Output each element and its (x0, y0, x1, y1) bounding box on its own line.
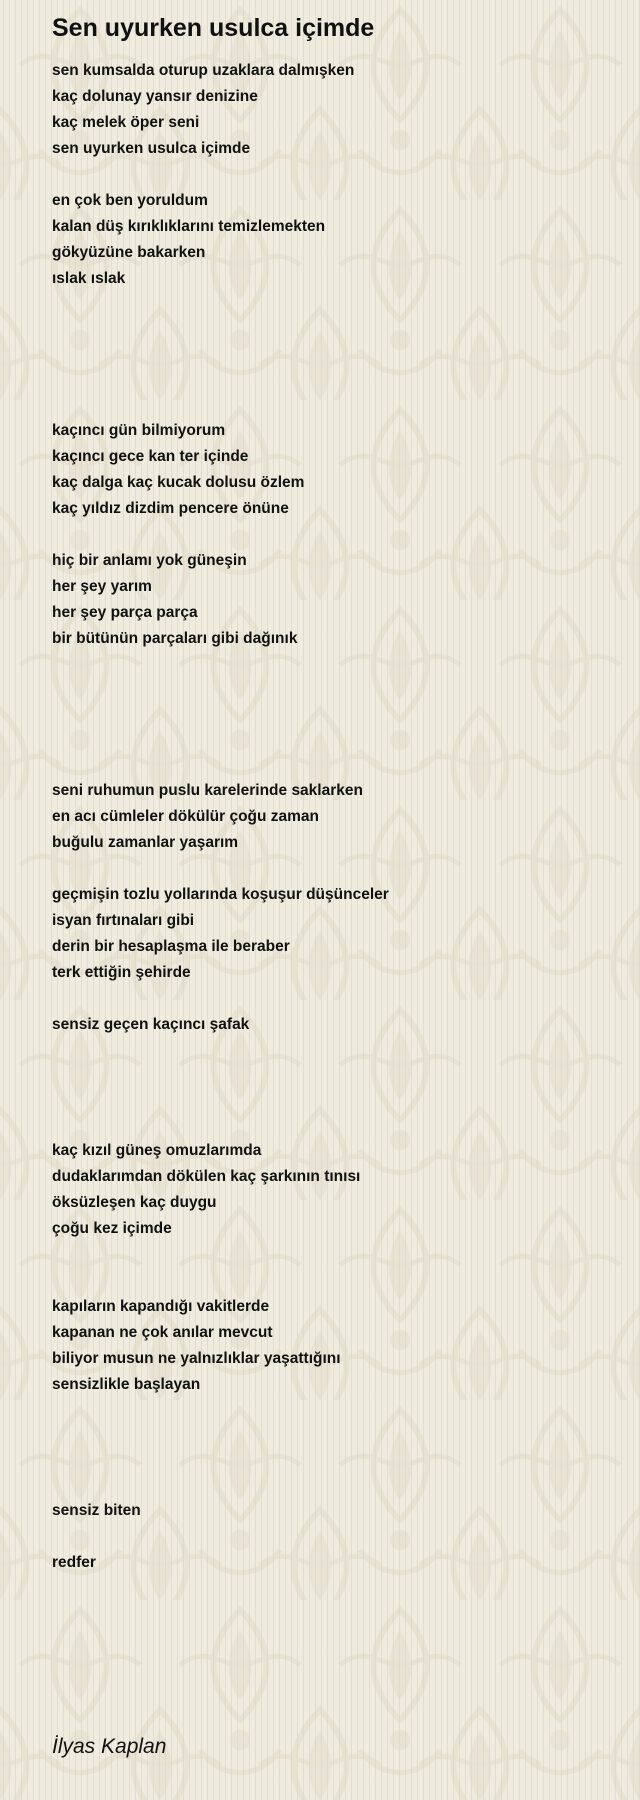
poem-body (52, 58, 612, 1576)
poem-line: kaç kızıl güneş omuzlarımda (52, 1142, 262, 1159)
poem-line: isyan fırtınaları gibi (52, 912, 195, 929)
stanza-9 (52, 1294, 612, 1398)
poem-line: kapanan ne çok anılar mevcut (52, 1324, 273, 1341)
poem-line: hiç bir anlamı yok güneşin (52, 552, 247, 569)
poem-page (52, 10, 612, 1576)
stanza-3 (52, 418, 612, 522)
poem-line: sen uyurken usulca içimde (52, 140, 251, 157)
stanza-11 (52, 1550, 612, 1576)
poem-line: terk ettiğin şehirde (52, 964, 191, 981)
poem-line: buğulu zamanlar yaşarım (52, 834, 239, 851)
poem-line: çoğu kez içimde (52, 1220, 172, 1237)
stanza-6 (52, 882, 612, 986)
poem-line: en acı cümleler dökülür çoğu zaman (52, 808, 320, 825)
poem-line: öksüzleşen kaç duygu (52, 1194, 217, 1211)
poem-line: bir bütünün parçaları gibi dağınık (52, 630, 298, 647)
poem-line: sensiz biten (52, 1502, 141, 1519)
poem-line: biliyor musun ne yalnızlıklar yaşattığını (52, 1350, 341, 1367)
poem-line: geçmişin tozlu yollarında koşuşur düşünceler (52, 886, 389, 903)
poem-line: seni ruhumun puslu karelerinde saklarken (52, 782, 363, 799)
poem-line: en çok ben yoruldum (52, 192, 208, 209)
poem-line: redfer (52, 1554, 96, 1571)
poem-line: kaç yıldız dizdim pencere önüne (52, 500, 289, 517)
poem-line: kaç melek öper seni (52, 114, 200, 131)
poem-line: kaçıncı gece kan ter içinde (52, 448, 249, 465)
poem-line: kaçıncı gün bilmiyorum (52, 422, 226, 439)
poem-line: kaç dalga kaç kucak dolusu özlem (52, 474, 305, 491)
stanza-7 (52, 1012, 612, 1038)
poem-line: kapıların kapandığı vakitlerde (52, 1298, 270, 1315)
poem-line: sensizlikle başlayan (52, 1376, 201, 1393)
poem-line: gökyüzüne bakarken (52, 244, 206, 261)
stanza-10 (52, 1498, 612, 1524)
stanza-1 (52, 58, 612, 162)
poem-line: ıslak ıslak (52, 270, 126, 287)
stanza-5 (52, 778, 612, 856)
poem-title: Sen uyurken usulca içimde (52, 14, 375, 42)
poem-line: derin bir hesaplaşma ile beraber (52, 938, 290, 955)
poem-line: kaç dolunay yansır denizine (52, 88, 258, 105)
stanza-2 (52, 188, 612, 292)
poem-line: kalan düş kırıklıklarını temizlemekten (52, 218, 326, 235)
poem-line: sen kumsalda oturup uzaklara dalmışken (52, 62, 355, 79)
poem-line: dudaklarımdan dökülen kaç şarkının tınısı (52, 1168, 361, 1185)
stanza-4 (52, 548, 612, 652)
poem-line: her şey yarım (52, 578, 152, 595)
stanza-8 (52, 1138, 612, 1242)
author-name: İlyas Kaplan (52, 1735, 167, 1758)
poem-line: sensiz geçen kaçıncı şafak (52, 1016, 250, 1033)
poem-line: her şey parça parça (52, 604, 198, 621)
